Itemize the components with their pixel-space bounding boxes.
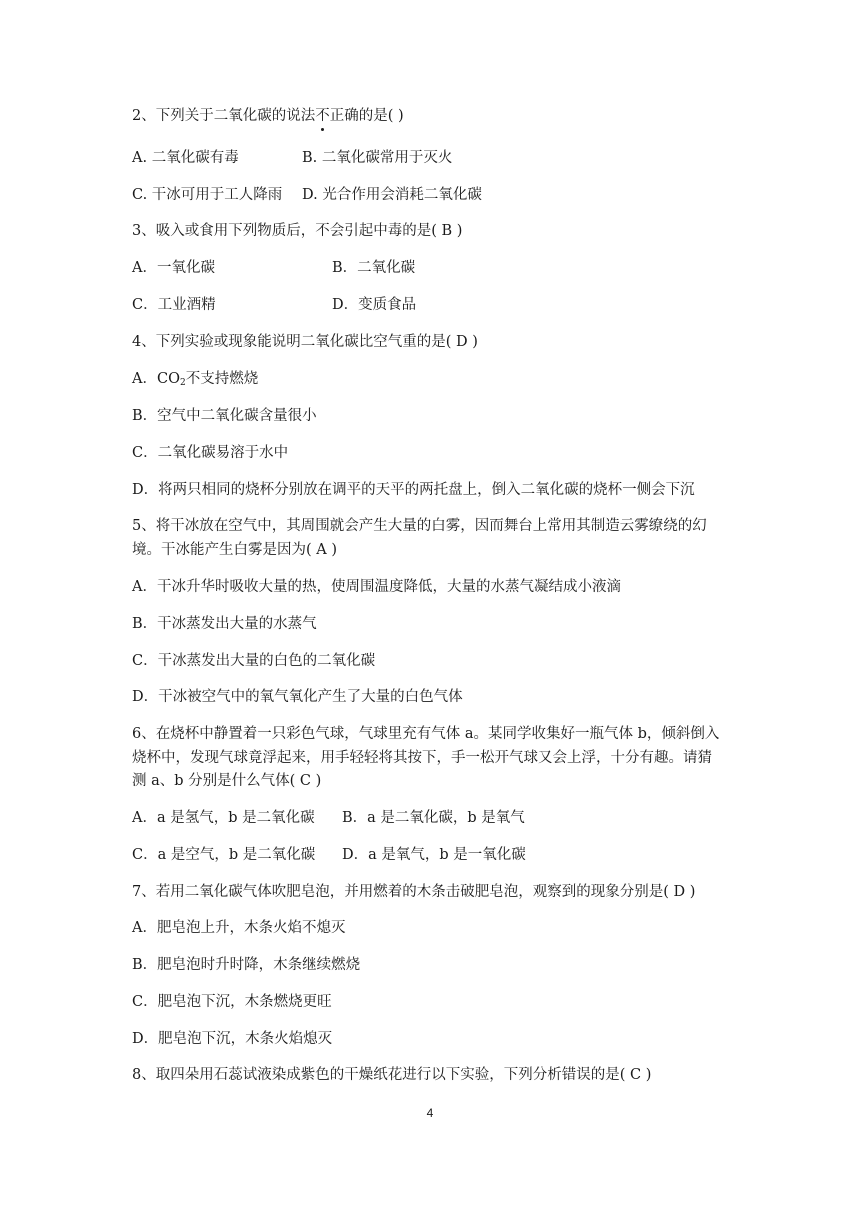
question-4-option-a: A．$CO_2$不支持燃烧 <box>132 371 259 388</box>
question-7-option-d: D．肥皂泡下沉，木条火焰熄灭 <box>132 1031 333 1047</box>
option-d: D．变质食品 <box>332 297 417 313</box>
option-b: B. 二氧化碳常用于灭火 <box>302 150 453 166</box>
question-2-options-row-2 <box>132 185 482 205</box>
question-4-option-c: C．二氧化碳易溶于水中 <box>132 445 289 461</box>
question-7-stem: 7、若用二氧化碳气体吹肥皂泡，并用燃着的木条击破肥皂泡，观察到的现象分别是( D ) <box>132 884 696 900</box>
option-a: A. 二氧化碳有毒 <box>132 150 239 166</box>
question-5-option-b: B．干冰蒸发出大量的水蒸气 <box>132 616 317 632</box>
option-d: D. 光合作用会消耗二氧化碳 <box>302 187 482 203</box>
option-c: C．a 是空气，b 是二氧化碳 <box>132 847 316 863</box>
question-7-option-a: A．肥皂泡上升，木条火焰不熄灭 <box>132 920 346 936</box>
question-6-stem-line-3: 测 a、b 分别是什么气体( C ) <box>132 773 322 789</box>
question-5-stem-line-1: 5、将干冰放在空气中，其周围就会产生大量的白雾，因而舞台上常用其制造云雾缭绕的幻 <box>132 518 707 534</box>
option-a: A．a 是氢气，b 是二氧化碳 <box>132 810 315 826</box>
question-6-stem-line-1: 6、在烧杯中静置着一只彩色气球，气球里充有气体 a。某同学收集好一瓶气体 b，倾斜倒入 <box>132 726 720 742</box>
question-4-option-d: D．将两只相同的烧杯分别放在调平的天平的两托盘上，倒入二氧化碳的烧杯一侧会下沉 <box>132 482 695 498</box>
question-2-options-row-1 <box>132 148 453 168</box>
question-7-option-c: C．肥皂泡下沉，木条燃烧更旺 <box>132 994 332 1010</box>
option-a: A．一氧化碳 <box>132 260 215 276</box>
question-6-options-row-1 <box>132 808 525 828</box>
option-c: C. 干冰可用于工人降雨 <box>132 187 283 203</box>
question-3-options-row-1 <box>132 258 416 278</box>
question-5-option-d: D．干冰被空气中的氧气氧化产生了大量的白色气体 <box>132 689 463 705</box>
question-5-option-a: A．干冰升华时吸收大量的热，使周围温度降低，大量的水蒸气凝结成小液滴 <box>132 579 621 595</box>
option-b: B．a 是二氧化碳，b 是氧气 <box>342 810 525 826</box>
question-7-option-b: B．肥皂泡时升时降，木条继续燃烧 <box>132 957 361 973</box>
page-number: 4 <box>426 1106 434 1120</box>
question-4-stem: 4、下列实验或现象能说明二氧化碳比空气重的是( D ) <box>132 334 478 350</box>
option-c: C．工业酒精 <box>132 297 216 313</box>
question-3-stem: 3、吸入或食用下列物质后，不会引起中毒的是( B ) <box>132 223 463 239</box>
question-6-options-row-2 <box>132 845 526 865</box>
emphasis-dot-char: 不 <box>315 108 330 124</box>
question-6-stem-line-2: 烧杯中，发现气球竟浮起来，用手轻轻将其按下，手一松开气球又会上浮，十分有趣。请猜 <box>132 750 712 766</box>
question-5-stem-line-2: 境。干冰能产生白雾是因为( A ) <box>132 542 338 558</box>
option-b: B．二氧化碳 <box>332 260 416 276</box>
question-5-option-c: C．干冰蒸发出大量的白色的二氧化碳 <box>132 653 376 669</box>
question-8-stem: 8、取四朵用石蕊试液染成紫色的干燥纸花进行以下实验，下列分析错误的是( C ) <box>132 1067 652 1083</box>
option-d: D．a 是氧气，b 是一氧化碳 <box>342 847 526 863</box>
question-3-options-row-2 <box>132 295 417 315</box>
question-2-stem: 2、下列关于二氧化碳的说法不正确的是( ) <box>132 108 404 124</box>
question-4-option-b: B．空气中二氧化碳含量很小 <box>132 408 317 424</box>
